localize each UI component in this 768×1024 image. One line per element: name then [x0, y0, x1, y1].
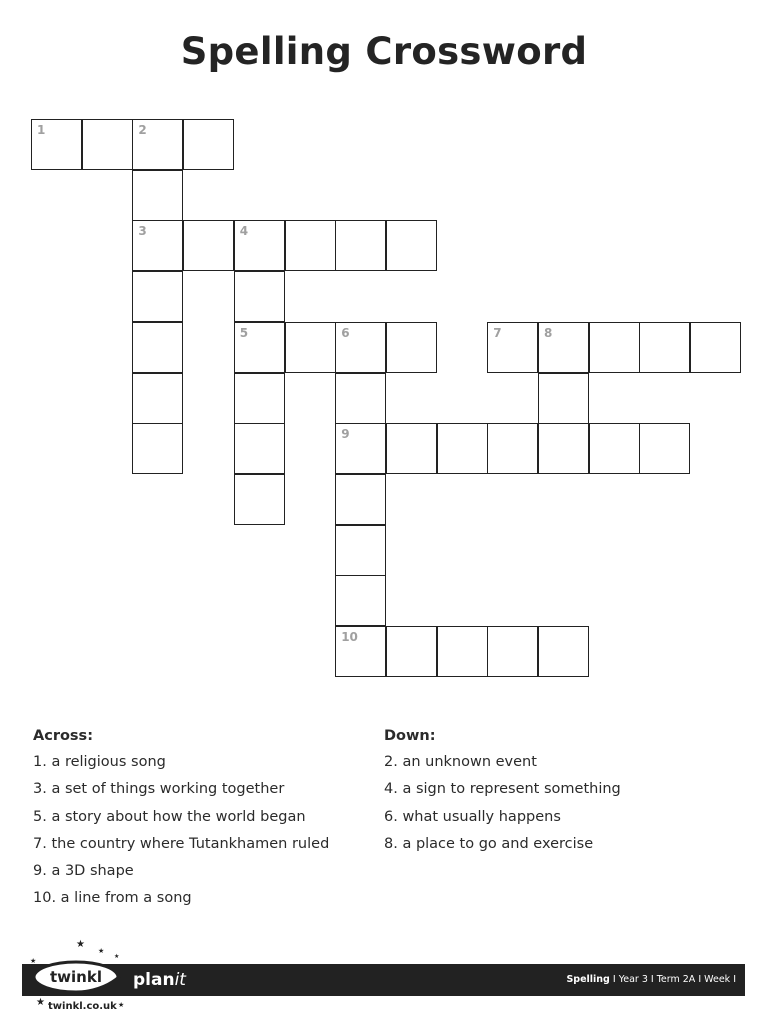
- planit-plan: plan: [133, 970, 175, 990]
- grid-cell: [335, 525, 386, 576]
- grid-cell: [386, 423, 437, 474]
- grid-cell: [437, 423, 488, 474]
- grid-cell: [589, 322, 640, 373]
- logo-text: twinkl: [50, 968, 102, 986]
- grid-cell: [639, 423, 690, 474]
- clue-number: 10: [341, 630, 358, 644]
- across-clue: 9. a 3D shape: [33, 863, 134, 880]
- grid-cell: [487, 626, 538, 677]
- grid-cell: [335, 322, 386, 373]
- footer-meta-text: I Year 3 I Term 2A I Week I: [609, 974, 736, 985]
- grid-cell: [132, 271, 183, 322]
- page-title: Spelling Crossword: [180, 30, 588, 73]
- grid-cell: [335, 220, 386, 271]
- footer-meta: [566, 974, 736, 985]
- grid-cell: [538, 322, 589, 373]
- grid-cell: [234, 220, 285, 271]
- planit-brand: [133, 970, 186, 990]
- grid-cell: [132, 170, 183, 221]
- grid-cell: [639, 322, 690, 373]
- across-clue: 10. a line from a song: [33, 890, 192, 907]
- planit-it: it: [174, 970, 186, 990]
- clue-number: 9: [341, 427, 350, 442]
- clue-number: 7: [493, 325, 502, 340]
- grid-cell: [234, 271, 285, 322]
- down-clue: 8. a place to go and exercise: [384, 835, 594, 852]
- grid-cell: [589, 423, 640, 474]
- grid-cell: [538, 626, 589, 677]
- grid-cell: [82, 119, 133, 170]
- clue-number: 3: [138, 224, 147, 239]
- grid-cell: [335, 575, 386, 626]
- grid-cell: [132, 220, 183, 271]
- grid-cell: [132, 119, 183, 170]
- down-heading: Down:: [384, 728, 436, 744]
- grid-cell: [285, 322, 336, 373]
- grid-cell: [335, 423, 386, 474]
- grid-cell: [234, 322, 285, 373]
- grid-cell: [234, 474, 285, 525]
- clue-number: 4: [239, 224, 249, 239]
- grid-cell: [183, 220, 234, 271]
- grid-cell: [437, 626, 488, 677]
- clue-number: 5: [239, 325, 249, 340]
- clue-number: 1: [37, 123, 46, 137]
- grid-cell: [132, 423, 183, 474]
- clue-number: 8: [544, 325, 553, 340]
- footer-subject: Spelling: [566, 974, 610, 985]
- across-clue: 5. a story about how the world began: [33, 808, 306, 825]
- across-clues: [33, 728, 329, 916]
- star-icon: ★: [36, 997, 45, 1008]
- across-clue: 1. a religious song: [33, 754, 166, 770]
- grid-cell: [538, 423, 589, 474]
- across-heading: Across:: [33, 728, 93, 744]
- grid-cell: [132, 373, 183, 424]
- star-icon: ★: [98, 947, 105, 955]
- grid-cell: [335, 373, 386, 424]
- grid-cell: [335, 626, 386, 677]
- grid-cell: [386, 220, 437, 271]
- grid-cell: [335, 474, 386, 525]
- across-clue: 7. the country where Tutankhamen ruled: [33, 835, 330, 852]
- grid-cell: [690, 322, 741, 373]
- star-icon: ★: [76, 939, 85, 950]
- grid-cell: [538, 373, 589, 424]
- grid-cell: [487, 423, 538, 474]
- grid-cell: [487, 322, 538, 373]
- grid-cell: [386, 626, 437, 677]
- grid-cell: [234, 423, 285, 474]
- star-icon: ★: [118, 1001, 125, 1009]
- down-clues: [384, 728, 621, 861]
- grid-cell: [386, 322, 437, 373]
- star-icon: ★: [30, 957, 37, 965]
- grid-cell: [183, 119, 234, 170]
- grid-cell: [132, 322, 183, 373]
- down-clue: 6. what usually happens: [384, 808, 561, 825]
- grid-cell: [31, 119, 82, 170]
- down-clue: 4. a sign to represent something: [384, 781, 621, 798]
- across-clue: 3. a set of things working together: [33, 781, 285, 798]
- clue-number: 6: [341, 325, 350, 340]
- down-clue: 2. an unknown event: [384, 754, 537, 770]
- star-icon: ★: [114, 953, 120, 960]
- grid-cell: [285, 220, 336, 271]
- grid-cell: [234, 373, 285, 424]
- clue-number: 2: [138, 123, 147, 137]
- logo-url: twinkl.co.uk: [48, 1001, 117, 1012]
